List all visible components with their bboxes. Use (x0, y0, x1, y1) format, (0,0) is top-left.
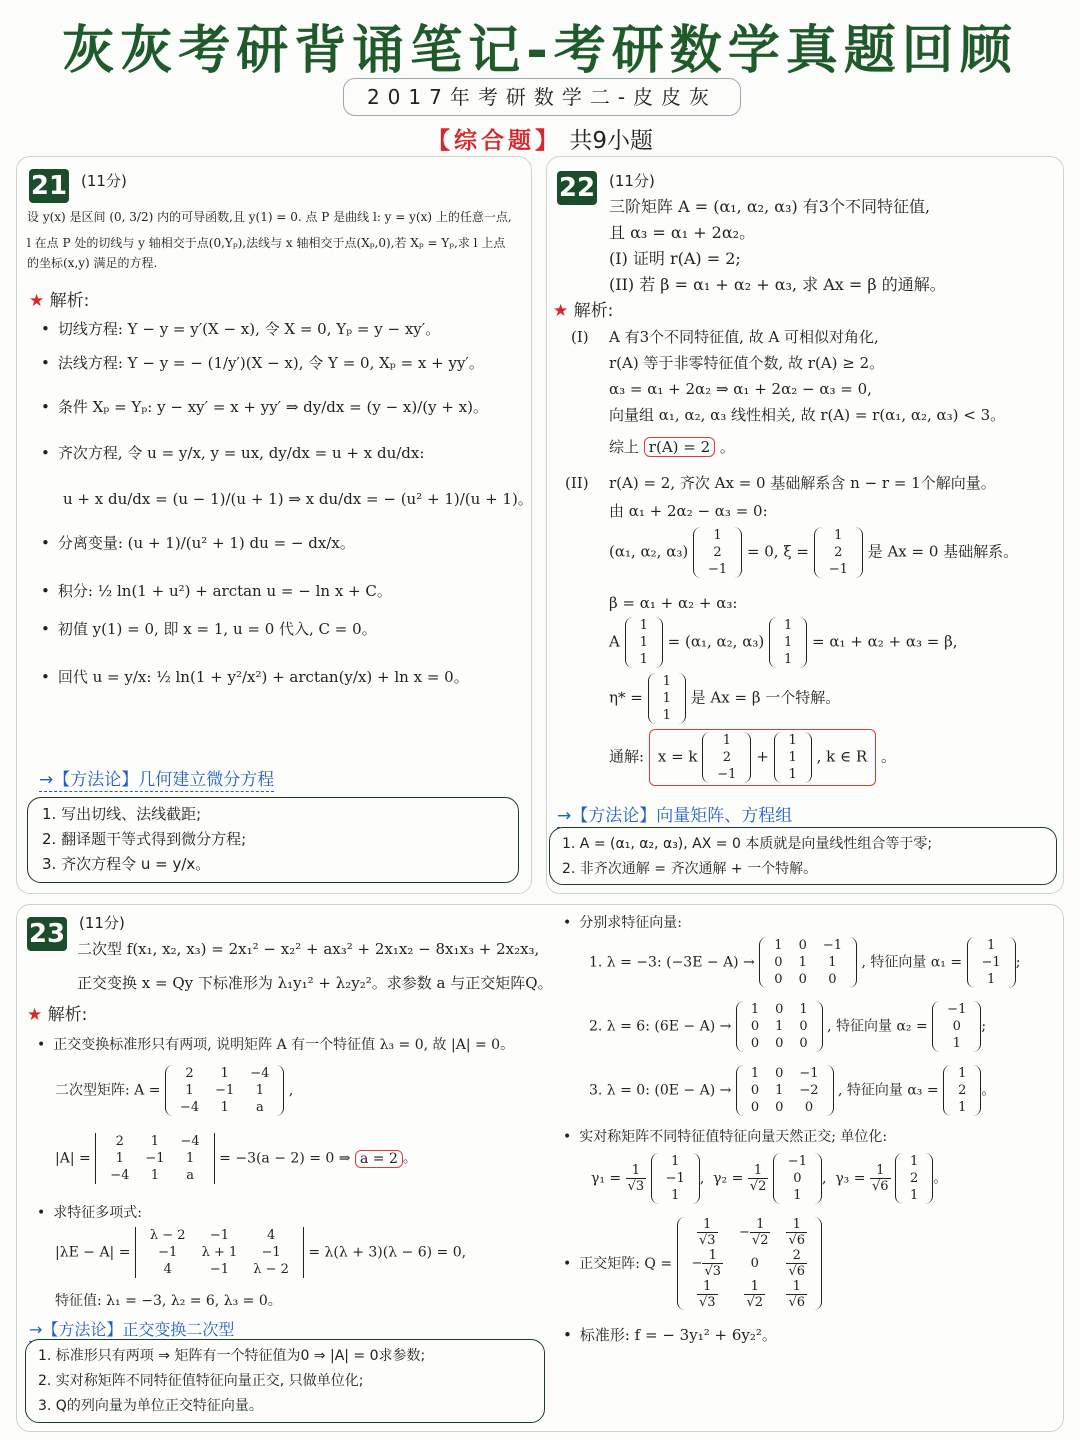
unit-vectors-line: γ₁ = $\frac{1}{√3}$ 1 −1 1 , γ₂ = $\frac{1}{√2}$ −1 0 1 , γ₃ = $\frac{1}{√6}$ 1 2 1 。 (591, 1154, 948, 1203)
column-vector: 1 1 1 (769, 617, 807, 668)
eigenvalues-line: 特征值: λ₁ = −3, λ₂ = 6, λ₃ = 0。 (55, 1293, 282, 1309)
question-stem-line: 二次型 f(x₁, x₂, x₃) = 2x₁² − x₂² + ax₃² + 2x₁x₂ − 8x₁x₃ + 2x₂x₃, (77, 940, 540, 958)
question-number-badge: 23 (28, 919, 66, 949)
column-vector: 1 −1 1 (651, 1153, 700, 1204)
solution-step: r(A) = 2, 齐次 Ax = 0 基础解系含 n − r = 1个解向量。 (609, 474, 996, 492)
column-vector: 1 2 −1 (702, 732, 751, 783)
question-23-panel (16, 904, 1064, 1432)
method-box (549, 827, 1057, 885)
determinant: λ − 2 −1 4 −1 λ + 1 −1 4 −1 λ − 2 (135, 1227, 304, 1278)
method-item: 2. 非齐次通解 = 齐次通解 + 一个特解。 (562, 861, 818, 877)
method-item: 3. 齐次方程令 u = y/x。 (42, 855, 211, 873)
solution-step: u + x du/dx = (u − 1)/(u + 1) ⇒ x du/dx = − (u² + 1)/(u + 1)。 (63, 490, 533, 508)
page-subtitle: 2017年考研数学二-皮皮灰 (343, 78, 741, 116)
question-points: (11分) (79, 914, 125, 932)
solution-step: (α₁, α₂, α₃) 1 2 −1 = 0, ξ = 1 2 −1 是 Ax = 0 基础解系。 (609, 528, 1019, 577)
solution-step: • 初值 y(1) = 0, 即 x = 1, u = 0 代入, C = 0。 (41, 619, 377, 639)
method-title: →【方法论】几何建立微分方程 (39, 765, 274, 792)
solution-step: • 分离变量: (u + 1)/(u² + 1) du = − dx/x。 (41, 533, 355, 553)
quadratic-matrix: 二次型矩阵: A = 2 1 −4 1 −1 1 −4 1 a , (55, 1066, 294, 1115)
star-icon: ★ (553, 301, 569, 321)
question-22-panel (546, 156, 1064, 894)
method-item: 3. Q的列向量为单位正交特征向量。 (38, 1398, 263, 1414)
column-vector: 1 2 1 (943, 1065, 981, 1116)
solution-step: A 有3个不同特征值, 故 A 可相似对角化, (609, 328, 879, 346)
section-count: 共9小题 (569, 128, 653, 154)
solution-step: • 求特征多项式: (37, 1203, 142, 1223)
solution-step: • 实对称矩阵不同特征值特征向量天然正交; 单位化: (563, 1127, 887, 1147)
solution-step: A 1 1 1 = (α₁, α₂, α₃) 1 1 1 = α₁ + α₂ + α₃ = β, (609, 618, 958, 667)
general-suffix: , k ∈ R (816, 747, 868, 766)
method-item: 2. 翻译题干等式得到微分方程; (42, 830, 247, 848)
Q-label: • 正交矩阵: Q = (563, 1256, 672, 1272)
method-title: →【方法论】正交变换二次型 (29, 1317, 234, 1342)
char-poly-line (55, 1227, 466, 1278)
column-vector: −1 0 1 (773, 1153, 822, 1204)
solution-step: r(A) 等于非零特征值个数, 故 r(A) ≥ 2。 (609, 354, 885, 372)
matrix-A: 2 1 −4 1 −1 1 −4 1 a (165, 1065, 285, 1116)
eig-right: , 特征向量 α₁ = (861, 954, 963, 971)
eigenvector-line: 3. λ = 0: (0E − A) → 1 0 −1 0 1 −2 0 0 0 , 特征向量 α₃ = 1 2 1 。 (589, 1066, 996, 1115)
det-result: = −3(a − 2) = 0 ⇒ (219, 1150, 351, 1167)
eig-left: 3. λ = 0: (0E − A) → (589, 1082, 732, 1099)
page-title: 灰灰考研背诵笔记-考研数学真题回顾 (62, 21, 1018, 81)
part-label: (II) (565, 474, 589, 492)
conclusion-line: 综上 r(A) = 2 。 (609, 438, 735, 456)
analysis-heading (27, 1005, 87, 1025)
question-stem-line: (II) 若 β = α₁ + α₂ + α₃, 求 Ax = β 的通解。 (609, 275, 946, 294)
solution-step: • 齐次方程, 令 u = y/x, y = ux, dy/dx = u + x du/dx: (41, 443, 424, 463)
method-box (27, 797, 519, 883)
highlighted-result: x = k 1 2 −1 + 1 1 1 , k ∈ R (649, 729, 876, 786)
eig-right: , 特征向量 α₂ = (827, 1018, 928, 1035)
eig-left: 1. λ = −3: (−3E − A) → (589, 954, 755, 971)
general-label: 通解: (609, 747, 645, 766)
step-suffix: 是 Ax = 0 基础解系。 (867, 542, 1019, 561)
column-vector: 1 2 −1 (693, 527, 742, 578)
solution-step: • 法线方程: Y − y = − (1/y′)(X − x), 令 Y = 0, Xₚ = x + yy′。 (41, 353, 484, 373)
question-points: (11分) (609, 172, 655, 190)
eigenvector-line: 2. λ = 6: (6E − A) → 1 0 1 0 1 0 0 0 0 , 特征向量 α₂ = −1 0 1 ; (589, 1002, 987, 1051)
column-vector: 1 1 1 (625, 617, 663, 668)
column-vector: 1 1 1 (774, 732, 812, 783)
standard-form: • 标准形: f = − 3y₁² + 6y₂²。 (563, 1325, 777, 1345)
question-stem-line: 三阶矩阵 A = (α₁, α₂, α₃) 有3个不同特征值, (609, 197, 931, 216)
star-icon: ★ (27, 1005, 43, 1025)
determinant: 2 1 −4 1 −1 1 −4 1 a (95, 1133, 215, 1184)
conclusion-prefix: 综上 (609, 438, 640, 456)
row-reduced-matrix: 1 0 −1 0 1 1 0 0 0 (759, 937, 857, 988)
method-title: →【方法论】向量矩阵、方程组 (557, 801, 792, 828)
section-heading (0, 122, 1080, 155)
eigenvector-line: 1. λ = −3: (−3E − A) → 1 0 −1 0 1 1 0 0 0 , 特征向量 α₁ = 1 −1 1 ; (589, 938, 1021, 987)
solution-step: • 切线方程: Y − y = y′(X − x), 令 X = 0, Yₚ = y − xy′。 (41, 319, 440, 339)
row-reduced-matrix: 1 0 −1 0 1 −2 0 0 0 (736, 1065, 834, 1116)
analysis-heading (553, 301, 613, 321)
row-reduced-matrix: 1 0 1 0 1 0 0 0 0 (736, 1001, 823, 1052)
question-stem-line: (I) 证明 r(A) = 2; (609, 249, 741, 268)
solution-step: α₃ = α₁ + 2α₂ ⇒ α₁ + 2α₂ − α₃ = 0, (609, 380, 872, 398)
det-label: |A| = (55, 1150, 91, 1167)
method-box (25, 1339, 545, 1423)
column-vector: 1 2 1 (895, 1153, 933, 1204)
char-poly-result: = λ(λ + 3)(λ − 6) = 0, (308, 1244, 467, 1261)
solution-step: 向量组 α₁, α₂, α₃ 线性相关, 故 r(A) = r(α₁, α₂, α₃) < 3。 (609, 406, 1006, 424)
part-label: (I) (571, 328, 589, 346)
column-vector: 1 2 −1 (814, 527, 863, 578)
orthogonal-matrix-line (563, 1217, 822, 1310)
question-stem-line: 正交变换 x = Qy 下标准形为 λ₁y₁² + λ₂y₂²。求参数 a 与正交矩阵Q。 (77, 974, 553, 992)
solution-step: 由 α₁ + 2α₂ − α₃ = 0: (609, 502, 768, 520)
general-solution: 通解: x = k 1 2 −1 + 1 1 1 , k ∈ R 。 (609, 729, 896, 786)
solution-step: • 积分: ½ ln(1 + u²) + arctan u = − ln x + C。 (41, 581, 392, 601)
step-suffix: = α₁ + α₂ + α₃ = β, (812, 632, 958, 651)
column-vector: 1 −1 1 (967, 937, 1016, 988)
eig-right: , 特征向量 α₃ = (838, 1082, 939, 1099)
solution-step: • 条件 Xₚ = Yₚ: y − xy′ = x + yy′ ⇒ dy/dx = (y − x)/(y + x)。 (41, 397, 488, 417)
question-number-badge: 22 (558, 173, 596, 203)
column-vector: −1 0 1 (932, 1001, 981, 1052)
question-stem-line: l 在点 P 处的切线与 y 轴相交于点(0,Yₚ),法线与 x 轴相交于点(Xₚ,0),若 Xₚ = Yₚ,求 l 上点 (27, 236, 506, 250)
question-number-badge: 21 (30, 171, 68, 201)
solution-step: β = α₁ + α₂ + α₃: (609, 594, 738, 612)
analysis-heading (29, 291, 89, 311)
solution-step: η* = 1 1 1 是 Ax = β 一个特解。 (609, 674, 841, 723)
question-stem-line: 设 y(x) 是区间 (0, 3/2) 内的可导函数,且 y(1) = 0. 点 P 是曲线 l: y = y(x) 上的任意一点, (27, 210, 512, 224)
question-stem-line: 的坐标(x,y) 满足的方程. (27, 256, 158, 270)
analysis-label: 解析: (573, 301, 614, 321)
method-item: 1. 写出切线、法线截距; (42, 805, 202, 823)
highlighted-result: r(A) = 2 (644, 437, 715, 457)
highlighted-result: a = 2 (355, 1150, 403, 1168)
determinant-line: |A| = 2 1 −4 1 −1 1 −4 1 a = −3(a − 2) = 0 ⇒ a = 2 。 (55, 1134, 417, 1183)
matrix-label: 二次型矩阵: A = (55, 1082, 161, 1099)
matrix-Q: $\frac{1}{√3}$ − $\frac{1}{√2}$ $\frac{1}{√6}$ − $\frac{1}{√3}$ 0 $\frac{2}{√6}$ $\frac{1}{√3}$ $\frac{1}{√2}$ $\frac{1}{√6}$ (677, 1217, 823, 1310)
solution-step: • 正交变换标准形只有两项, 说明矩阵 A 有一个特征值 λ₃ = 0, 故 |A| = 0。 (37, 1035, 514, 1055)
char-poly-left: |λE − A| = (55, 1244, 131, 1261)
column-vector: 1 1 1 (648, 673, 686, 724)
analysis-label: 解析: (49, 291, 90, 311)
eig-left: 2. λ = 6: (6E − A) → (589, 1018, 732, 1035)
section-bracket: 【综合题】 (427, 128, 563, 154)
analysis-label: 解析: (47, 1005, 88, 1025)
question-stem-line: 且 α₃ = α₁ + 2α₂。 (609, 223, 756, 242)
step-suffix: 是 Ax = β 一个特解。 (690, 688, 841, 707)
method-item: 2. 实对称矩阵不同特征值特征向量正交, 只做单位化; (38, 1373, 364, 1389)
method-item: 1. A = (α₁, α₂, α₃), AX = 0 本质就是向量线性组合等于零; (562, 836, 933, 852)
solution-step: • 回代 u = y/x: ½ ln(1 + y²/x²) + arctan(y/x) + ln x = 0。 (41, 667, 469, 687)
star-icon: ★ (29, 291, 45, 311)
method-item: 1. 标准形只有两项 ⇒ 矩阵有一个特征值为0 ⇒ |A| = 0求参数; (38, 1348, 426, 1364)
solution-step: • 分别求特征向量: (563, 913, 682, 933)
question-points: (11分) (81, 172, 127, 190)
question-21-panel (16, 156, 532, 894)
